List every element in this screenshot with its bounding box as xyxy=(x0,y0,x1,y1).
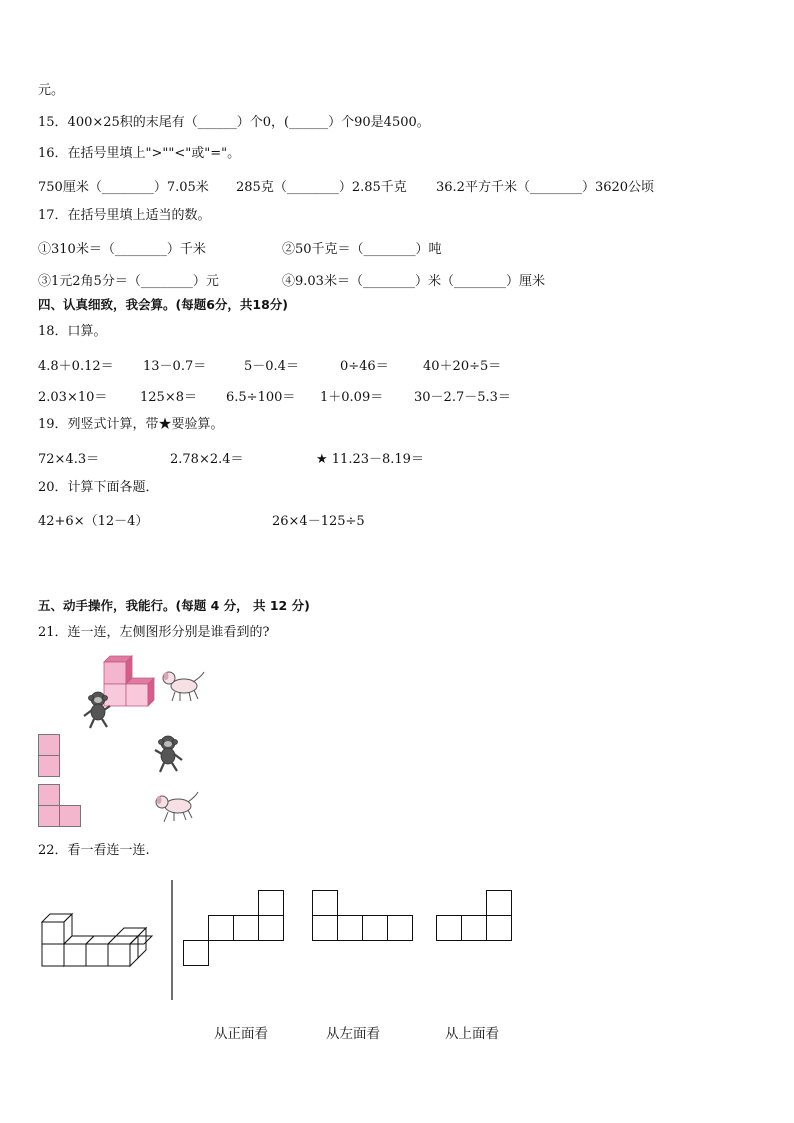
q17-title: 17．在括号里填上适当的数。 xyxy=(38,208,211,223)
q21-view-l-shape xyxy=(38,784,84,828)
q18-r2-c3: 6.5÷100＝ xyxy=(226,390,296,405)
q18-r1-c4: 0÷46＝ xyxy=(340,359,389,374)
q19-item-2: 2.78×2.4＝ xyxy=(170,452,244,467)
q14-tail: 元。 xyxy=(38,83,65,98)
q17-item-1: ①310米＝（________）千米 xyxy=(38,242,206,257)
q17-item-2: ②50千克＝（________）吨 xyxy=(282,242,442,257)
q19-title: 19．列竖式计算，带★要验算。 xyxy=(38,417,224,432)
dog-icon xyxy=(160,668,208,704)
q18-r1-c1: 4.8＋0.12＝ xyxy=(38,359,114,374)
q16-item-1: 750厘米（________）7.05米 xyxy=(38,180,209,195)
q19-item-3: ★ 11.23－8.19＝ xyxy=(316,452,424,467)
q22-title: 22．看一看连一连. xyxy=(38,843,150,858)
q20-item-2: 26×4－125÷5 xyxy=(272,514,365,529)
q22-divider xyxy=(171,880,173,1000)
section-5-heading: 五、动手操作，我能行。(每题 4 分， 共 12 分) xyxy=(38,598,310,613)
q21-view-column xyxy=(38,734,62,778)
q17-item-4: ④9.03米＝（________）米（________）厘米 xyxy=(282,274,545,289)
monkey-icon xyxy=(80,690,114,730)
q18-r2-c1: 2.03×10＝ xyxy=(38,390,108,405)
section-4-heading: 四、认真细致，我会算。(每题6分，共18分) xyxy=(38,297,289,312)
dog-icon-lower xyxy=(152,790,200,826)
q16-item-3: 36.2平方千米（________）3620公顷 xyxy=(436,180,655,195)
q22-caption-top: 从上面看 xyxy=(445,1026,499,1042)
monkey-icon-right xyxy=(152,734,186,774)
q17-item-3: ③1元2角5分＝（________）元 xyxy=(38,274,219,289)
q20-item-1: 42+6×（12－4） xyxy=(38,514,149,529)
q22-cube-solid xyxy=(40,912,156,968)
q18-r2-c2: 125×8＝ xyxy=(140,390,197,405)
q19-item-1: 72×4.3＝ xyxy=(38,452,100,467)
q22-caption-left: 从左面看 xyxy=(326,1026,380,1042)
q16-item-2: 285克（________）2.85千克 xyxy=(236,180,407,195)
q18-r1-c5: 40＋20÷5＝ xyxy=(423,359,502,374)
q18-r1-c3: 5－0.4＝ xyxy=(244,359,299,374)
q18-title: 18．口算。 xyxy=(38,324,107,339)
q22-view-b xyxy=(312,890,416,944)
q21-title: 21．连一连，左侧图形分别是谁看到的? xyxy=(38,625,270,640)
q22-view-a xyxy=(183,890,285,968)
q20-title: 20．计算下面各题． xyxy=(38,480,159,495)
q18-r1-c2: 13－0.7＝ xyxy=(143,359,207,374)
q16-title: 16．在括号里填上">""<"或"="。 xyxy=(38,146,241,161)
q15-text: 15．400×25积的末尾有（______）个0，(______）个90是4500。 xyxy=(38,115,430,130)
q18-r2-c5: 30－2.7－5.3＝ xyxy=(414,390,511,405)
q18-r2-c4: 1＋0.09＝ xyxy=(320,390,384,405)
q22-caption-front: 从正面看 xyxy=(214,1026,268,1042)
q22-view-c xyxy=(436,890,516,944)
